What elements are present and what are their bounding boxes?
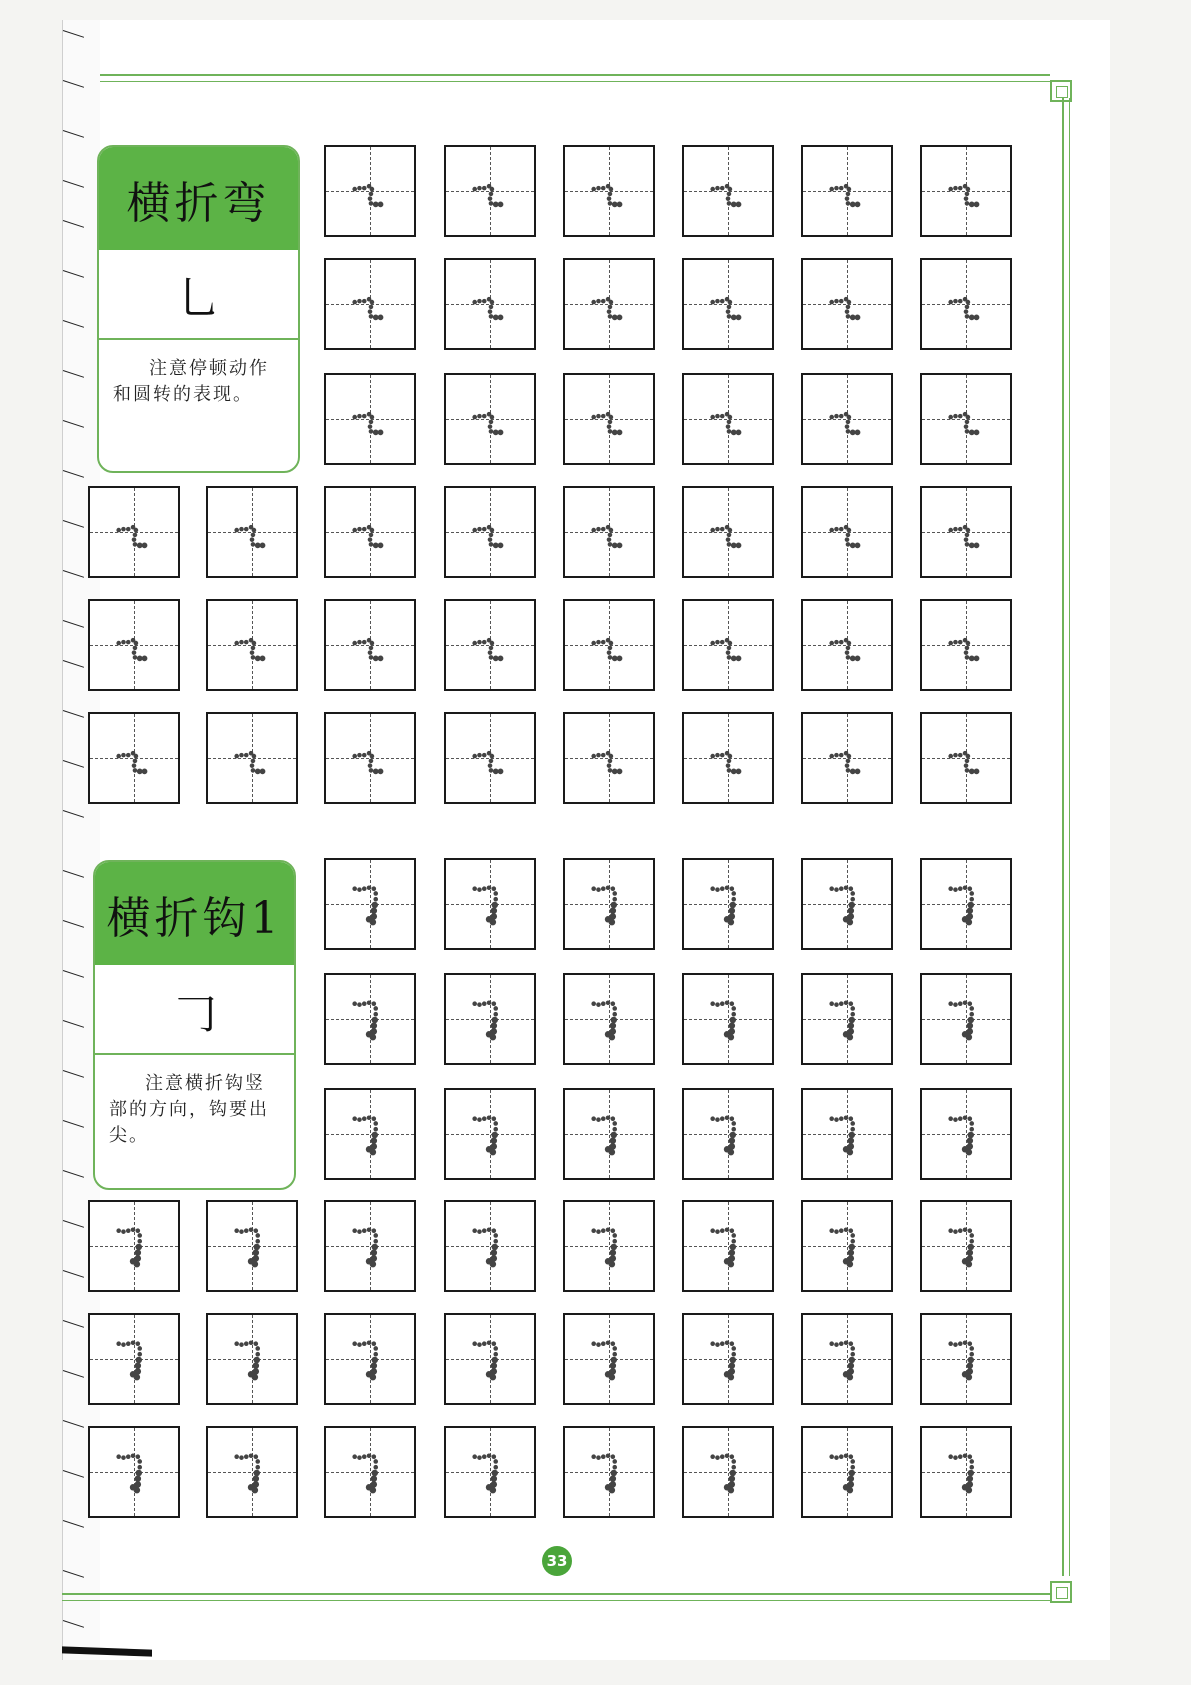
dotted-stroke-icon — [326, 1202, 414, 1290]
dotted-stroke-icon — [565, 1315, 653, 1403]
spine-binding-mark — [63, 1270, 84, 1278]
dotted-stroke-icon — [446, 488, 534, 576]
dotted-stroke-icon — [803, 860, 891, 948]
practice-cell[interactable] — [444, 145, 536, 237]
dotted-stroke-icon — [803, 375, 891, 463]
dotted-stroke-icon — [208, 1315, 296, 1403]
practice-cell[interactable] — [324, 145, 416, 237]
spine-binding-mark — [63, 810, 84, 818]
practice-cell[interactable] — [444, 858, 536, 950]
dotted-stroke-icon — [326, 488, 414, 576]
spine-binding-mark — [63, 1370, 84, 1378]
spine-binding-mark — [63, 760, 84, 768]
practice-cell[interactable] — [444, 373, 536, 465]
practice-cell[interactable] — [920, 1313, 1012, 1405]
practice-cell[interactable] — [682, 1088, 774, 1180]
practice-cell[interactable] — [563, 145, 655, 237]
spine-binding-mark — [63, 130, 84, 138]
practice-cell[interactable] — [88, 486, 180, 578]
dotted-stroke-icon — [684, 1315, 772, 1403]
practice-cell[interactable] — [324, 712, 416, 804]
practice-cell[interactable] — [444, 1426, 536, 1518]
spine-binding-mark — [63, 320, 84, 328]
dotted-stroke-icon — [326, 714, 414, 802]
practice-cell[interactable] — [682, 858, 774, 950]
dotted-stroke-icon — [922, 1428, 1010, 1516]
dotted-stroke-icon — [446, 975, 534, 1063]
dotted-stroke-icon — [803, 147, 891, 235]
practice-cell[interactable] — [563, 1088, 655, 1180]
practice-cell[interactable] — [801, 1088, 893, 1180]
dotted-stroke-icon — [922, 488, 1010, 576]
dotted-stroke-icon — [326, 1090, 414, 1178]
practice-cell[interactable] — [444, 1313, 536, 1405]
spine-binding-mark — [63, 570, 84, 578]
dotted-stroke-icon — [803, 601, 891, 689]
practice-cell[interactable] — [444, 973, 536, 1065]
practice-cell[interactable] — [563, 1426, 655, 1518]
stroke-header-card — [93, 860, 296, 1190]
practice-cell[interactable] — [324, 258, 416, 350]
dotted-stroke-icon — [446, 601, 534, 689]
dotted-stroke-icon — [208, 1202, 296, 1290]
practice-cell[interactable] — [682, 145, 774, 237]
practice-cell[interactable] — [682, 486, 774, 578]
dotted-stroke-icon — [446, 860, 534, 948]
stroke-example-glyph: 乚 — [99, 250, 298, 340]
spine-binding-mark — [63, 420, 84, 428]
dotted-stroke-icon — [684, 714, 772, 802]
practice-cell[interactable] — [801, 599, 893, 691]
practice-cell[interactable] — [324, 1313, 416, 1405]
practice-cell[interactable] — [682, 1200, 774, 1292]
practice-cell[interactable] — [444, 486, 536, 578]
dotted-stroke-icon — [684, 375, 772, 463]
spine-binding-mark — [63, 620, 84, 628]
practice-cell[interactable] — [324, 373, 416, 465]
dotted-stroke-icon — [446, 1428, 534, 1516]
dotted-stroke-icon — [565, 1090, 653, 1178]
dotted-stroke-icon — [208, 601, 296, 689]
dotted-stroke-icon — [446, 260, 534, 348]
dotted-stroke-icon — [208, 488, 296, 576]
page-frame-bottom — [62, 1593, 1050, 1601]
practice-cell[interactable] — [444, 1200, 536, 1292]
practice-cell[interactable] — [88, 1426, 180, 1518]
dotted-stroke-icon — [684, 1202, 772, 1290]
practice-cell[interactable] — [801, 973, 893, 1065]
practice-cell[interactable] — [324, 486, 416, 578]
dotted-stroke-icon — [684, 488, 772, 576]
dotted-stroke-icon — [326, 375, 414, 463]
spine-binding-mark — [63, 270, 84, 278]
practice-cell[interactable] — [206, 712, 298, 804]
practice-cell[interactable] — [444, 599, 536, 691]
dotted-stroke-icon — [565, 860, 653, 948]
practice-cell[interactable] — [88, 1200, 180, 1292]
dotted-stroke-icon — [565, 488, 653, 576]
spine-binding-mark — [63, 660, 84, 668]
dotted-stroke-icon — [90, 714, 178, 802]
practice-cell[interactable] — [801, 373, 893, 465]
practice-cell[interactable] — [206, 486, 298, 578]
dotted-stroke-icon — [446, 1090, 534, 1178]
stroke-note: 注意停顿动作和圆转的表现。 — [113, 358, 269, 405]
dotted-stroke-icon — [208, 714, 296, 802]
dotted-stroke-icon — [684, 860, 772, 948]
page-frame-top — [100, 74, 1050, 82]
dotted-stroke-icon — [803, 1090, 891, 1178]
practice-cell[interactable] — [324, 1200, 416, 1292]
practice-cell[interactable] — [682, 1313, 774, 1405]
practice-cell[interactable] — [206, 1200, 298, 1292]
spine-binding-mark — [63, 870, 84, 878]
practice-cell[interactable] — [920, 145, 1012, 237]
frame-corner-ornament — [1050, 1581, 1072, 1603]
practice-cell[interactable] — [206, 599, 298, 691]
practice-cell[interactable] — [920, 1200, 1012, 1292]
practice-cell[interactable] — [206, 1313, 298, 1405]
dotted-stroke-icon — [565, 714, 653, 802]
spine-binding-mark — [63, 1520, 84, 1528]
dotted-stroke-icon — [446, 375, 534, 463]
dotted-stroke-icon — [90, 1202, 178, 1290]
spine-binding-mark — [63, 220, 84, 228]
dotted-stroke-icon — [803, 1428, 891, 1516]
practice-cell[interactable] — [88, 712, 180, 804]
dotted-stroke-icon — [326, 1428, 414, 1516]
dotted-stroke-icon — [208, 1428, 296, 1516]
dotted-stroke-icon — [922, 147, 1010, 235]
dotted-stroke-icon — [803, 714, 891, 802]
dotted-stroke-icon — [90, 601, 178, 689]
dotted-stroke-icon — [326, 975, 414, 1063]
dotted-stroke-icon — [684, 1428, 772, 1516]
practice-cell[interactable] — [563, 1200, 655, 1292]
spine-binding-mark — [63, 1020, 84, 1028]
dotted-stroke-icon — [803, 975, 891, 1063]
practice-cell[interactable] — [324, 1426, 416, 1518]
spine-binding-mark — [63, 1120, 84, 1128]
practice-cell[interactable] — [563, 373, 655, 465]
dotted-stroke-icon — [922, 260, 1010, 348]
dotted-stroke-icon — [922, 601, 1010, 689]
dotted-stroke-icon — [90, 1428, 178, 1516]
spine-binding-mark — [63, 180, 84, 188]
dotted-stroke-icon — [922, 714, 1010, 802]
spine-binding-mark — [63, 370, 84, 378]
practice-cell[interactable] — [920, 373, 1012, 465]
spine-binding-mark — [63, 1220, 84, 1228]
practice-cell[interactable] — [682, 1426, 774, 1518]
practice-cell[interactable] — [88, 1313, 180, 1405]
spine-binding-mark — [63, 970, 84, 978]
dotted-stroke-icon — [565, 375, 653, 463]
spine-binding-mark — [63, 1620, 84, 1628]
practice-cell[interactable] — [801, 486, 893, 578]
practice-cell[interactable] — [206, 1426, 298, 1518]
book-spine — [62, 20, 102, 1660]
stroke-title: 横折钩1 — [95, 862, 294, 965]
dotted-stroke-icon — [565, 975, 653, 1063]
dotted-stroke-icon — [684, 1090, 772, 1178]
practice-cell[interactable] — [444, 258, 536, 350]
practice-cell[interactable] — [801, 1426, 893, 1518]
practice-cell[interactable] — [920, 258, 1012, 350]
practice-cell[interactable] — [563, 1313, 655, 1405]
dotted-stroke-icon — [684, 601, 772, 689]
dotted-stroke-icon — [326, 860, 414, 948]
practice-cell[interactable] — [920, 1426, 1012, 1518]
dotted-stroke-icon — [565, 1202, 653, 1290]
dotted-stroke-icon — [803, 488, 891, 576]
page-number-badge: 33 — [542, 1546, 572, 1576]
practice-cell[interactable] — [563, 258, 655, 350]
dotted-stroke-icon — [803, 1315, 891, 1403]
practice-cell[interactable] — [801, 1200, 893, 1292]
practice-cell[interactable] — [563, 599, 655, 691]
practice-cell[interactable] — [563, 973, 655, 1065]
practice-cell[interactable] — [324, 1088, 416, 1180]
spine-binding-mark — [63, 710, 84, 718]
dotted-stroke-icon — [922, 1090, 1010, 1178]
spine-binding-mark — [63, 80, 84, 88]
practice-cell[interactable] — [682, 599, 774, 691]
spine-binding-mark — [63, 520, 84, 528]
spine-binding-mark — [63, 470, 84, 478]
practice-cell[interactable] — [324, 599, 416, 691]
dotted-stroke-icon — [326, 601, 414, 689]
spine-binding-mark — [63, 1420, 84, 1428]
practice-cell[interactable] — [563, 486, 655, 578]
practice-cell[interactable] — [801, 258, 893, 350]
practice-cell[interactable] — [682, 258, 774, 350]
spine-binding-mark — [63, 1320, 84, 1328]
dotted-stroke-icon — [565, 260, 653, 348]
practice-cell[interactable] — [563, 712, 655, 804]
dotted-stroke-icon — [684, 147, 772, 235]
practice-cell[interactable] — [563, 858, 655, 950]
dotted-stroke-icon — [922, 975, 1010, 1063]
dotted-stroke-icon — [446, 1202, 534, 1290]
dotted-stroke-icon — [326, 260, 414, 348]
dotted-stroke-icon — [565, 601, 653, 689]
spine-binding-mark — [63, 1170, 84, 1178]
spine-binding-mark — [63, 1470, 84, 1478]
practice-cell[interactable] — [920, 486, 1012, 578]
dotted-stroke-icon — [446, 147, 534, 235]
dotted-stroke-icon — [922, 1315, 1010, 1403]
stroke-header-card — [97, 145, 300, 473]
practice-cell[interactable] — [682, 973, 774, 1065]
stroke-note: 注意横折钩竖部的方向，钩要出尖。 — [109, 1073, 269, 1146]
dotted-stroke-icon — [90, 1315, 178, 1403]
practice-cell[interactable] — [920, 599, 1012, 691]
practice-cell[interactable] — [920, 973, 1012, 1065]
spine-binding-mark — [63, 920, 84, 928]
practice-cell[interactable] — [920, 858, 1012, 950]
practice-cell[interactable] — [324, 858, 416, 950]
dotted-stroke-icon — [684, 260, 772, 348]
practice-cell[interactable] — [324, 973, 416, 1065]
spine-binding-mark — [63, 1070, 84, 1078]
dotted-stroke-icon — [684, 975, 772, 1063]
practice-cell[interactable] — [920, 712, 1012, 804]
dotted-stroke-icon — [922, 375, 1010, 463]
dotted-stroke-icon — [922, 860, 1010, 948]
practice-cell[interactable] — [88, 599, 180, 691]
dotted-stroke-icon — [446, 714, 534, 802]
practice-cell[interactable] — [682, 712, 774, 804]
practice-cell[interactable] — [801, 145, 893, 237]
dotted-stroke-icon — [326, 1315, 414, 1403]
spine-binding-mark — [63, 30, 84, 38]
practice-cell[interactable] — [801, 712, 893, 804]
stroke-title: 横折弯 — [99, 147, 298, 250]
practice-cell[interactable] — [444, 712, 536, 804]
practice-cell[interactable] — [801, 1313, 893, 1405]
dotted-stroke-icon — [803, 260, 891, 348]
practice-cell[interactable] — [920, 1088, 1012, 1180]
practice-cell[interactable] — [682, 373, 774, 465]
page-frame-right — [1062, 98, 1070, 1576]
dotted-stroke-icon — [90, 488, 178, 576]
dotted-stroke-icon — [565, 1428, 653, 1516]
stroke-example-glyph: 𠃌 — [95, 965, 294, 1055]
spine-binding-mark — [63, 1570, 84, 1578]
practice-cell[interactable] — [444, 1088, 536, 1180]
dotted-stroke-icon — [803, 1202, 891, 1290]
practice-cell[interactable] — [801, 858, 893, 950]
frame-corner-ornament — [1050, 80, 1072, 102]
dotted-stroke-icon — [326, 147, 414, 235]
dotted-stroke-icon — [446, 1315, 534, 1403]
dotted-stroke-icon — [922, 1202, 1010, 1290]
dotted-stroke-icon — [565, 147, 653, 235]
